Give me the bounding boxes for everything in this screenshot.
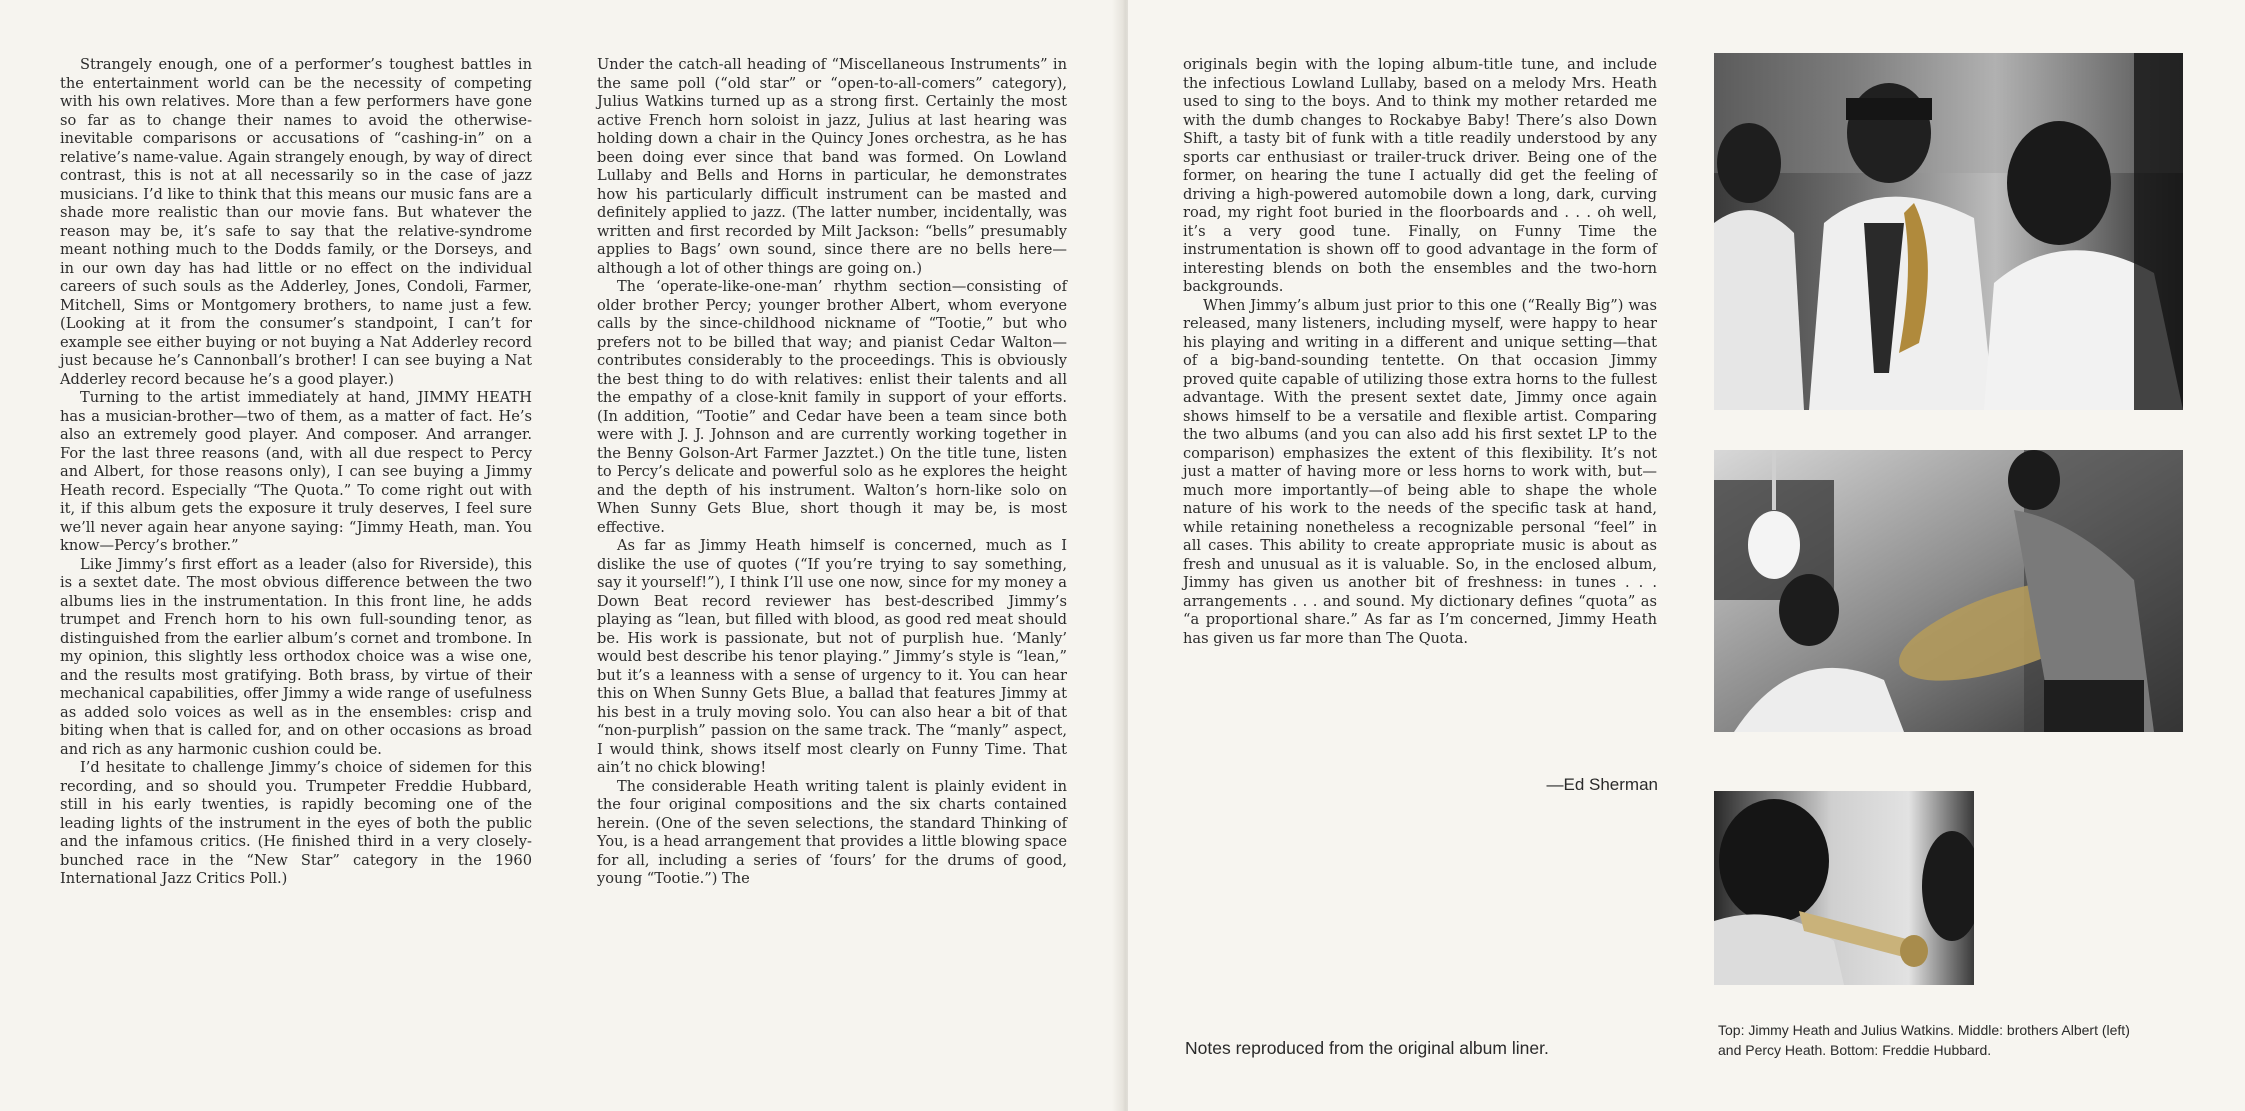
- paragraph: When Jimmy’s album just prior to this one (“Really Big”) was released, many listeners, including myself, were happy to hear his playing and writing in a different and unique setting—that of a big-band-sounding tentette. On that occasion Jimmy proved quite capable of utilizing those extra horns to the fullest advantage. With the present sextet date, Jimmy once again shows himself to be a versatile and flexible artist. Comparing the two albums (and you can also add his first sextet LP to the comparison) emphasizes the extent of this flexibility. It’s not just a matter of having more or less horns to work with, but—much more importantly—of being able to shape the whole nature of his work to the needs of the specific task at hand, while retaining nonetheless a recognizable personal “feel” in all cases. This ability to create appropriate music is about as fresh and unusual as it is valuable. So, in the enclosed album, Jimmy has given us another bit of freshness: in tunes . . . arrangements . . . and sound. My dictionary defines “quota” as “a proportional share.” As far as I’m concerned, Jimmy Heath has given us far more than The Quota.: [1183, 296, 1657, 647]
- paragraph: Turning to the artist immediately at hand, JIMMY HEATH has a musician-brother—two of them, as a matter of fact. He’s also an extremely good player. And composer. And arranger. For the last three reasons (and, with all due respect to Percy and Albert, for those reasons only), I can see buying a Jimmy Heath record. Especially “The Quota.” To come right out with it, if this album gets the exposure it truly deserves, I feel sure we’ll never again hear anyone saying: “Jimmy Heath, man. You know—Percy’s brother.”: [60, 389, 532, 554]
- paragraph: originals begin with the loping album-title tune, and include the infectious Lowland Lullaby, based on a melody Mrs. Heath used to sing to the boys. And to think my mother retarded me with the dumb changes to Rockabye Baby! There’s also Down Shift, a tasty bit of funk with a title readily understood by any sports car enthusiast or trailer-truck driver. Being one of the former, on hearing the tune I actually did get the feeling of driving a high-powered automobile down a long, dark, curving road, my right foot buried in the floorboards and . . . oh well, it’s a very good tune. Finally, on Funny Time the instrumentation is shown off to good advantage in the form of interesting blends on both the ensembles and the two-horn backgrounds.: [1183, 56, 1657, 295]
- paragraph: The ‘operate-like-one-man’ rhythm section—consisting of older brother Percy; younger brother Albert, whom everyone calls by the since-childhood nickname of “Tootie,” but who prefers not to be billed that way; and pianist Cedar Walton—contributes considerably to the proceedings. This is obviously the best thing to do with relatives: enlist their talents and all the empathy of a close-knit family in support of your efforts. (In addition, “Tootie” and Cedar have been a team since both were with J. J. Johnson and are currently working together in the Benny Golson-Art Farmer Jazztet.) On the title tune, listen to Percy’s delicate and powerful solo as he explores the height and the depth of his instrument. Walton’s horn-like solo on When Sunny Gets Blue, short though it may be, is most effective.: [597, 278, 1067, 536]
- paragraph: Like Jimmy’s first effort as a leader (also for Riverside), this is a sextet date. The most obvious difference between the two albums lies in the instrumentation. In this front line, he adds trumpet and French horn to his own full-sounding tenor, as distinguished from the earlier album’s cornet and trombone. In my opinion, this slightly less orthodox choice was a wise one, and the results most gratifying. Both brass, by virtue of their mechanical capabilities, offer Jimmy a wide range of usefulness as added solo voices as well as in the ensembles: crisp and biting when that is called for, and on other occasions as broad and rich as any harmonic cushion could be.: [60, 555, 532, 758]
- paragraph: Strangely enough, one of a performer’s toughest battles in the entertainment world can be the necessity of competing with his own relatives. More than a few performers have gone so far as to change their names to avoid the otherwise-inevitable comparisons or accusations of “cashing-in” on a relative’s name-value. Again strangely enough, by way of direct contrast, this is not at all necessarily so in the case of jazz musicians. I’d like to think that this means our music fans are a shade more realistic than our movie fans. But whatever the reason may be, it’s safe to say that the relative-syndrome meant nothing much to the Dodds family, or the Dorseys, and in our own day has had little or no effect on the individual careers of such souls as the Adderley, Jones, Condoli, Farmer, Mitchell, Sims or Montgomery brothers, to name just a few. (Looking at it from the consumer’s standpoint, I can’t for example see either buying or not buying a Nat Adderley record just because he’s Cannonball’s brother! I can see buying a Nat Adderley record because he’s a good player.): [60, 56, 532, 388]
- liner-notes-column-1: [60, 56, 532, 889]
- liner-notes-column-3: [1183, 56, 1657, 648]
- reproduction-note: Notes reproduced from the original album liner.: [1185, 1038, 1549, 1058]
- paragraph: The considerable Heath writing talent is plainly evident in the four original compositions and the six charts contained herein. (One of the seven selections, the standard Thinking of You, is a head arrangement that provides a little blowing space for all, including a series of ‘fours’ for the drums of good, young “Tootie.”) The: [597, 777, 1067, 887]
- left-page: [0, 0, 1120, 1111]
- paragraph: Under the catch-all heading of “Miscellaneous Instruments” in the same poll (“old star” or “open-to-all-comers” category), Julius Watkins turned up as a strong first. Certainly the most active French horn soloist in jazz, Julius at last hearing was holding down a chair in the Quincy Jones orchestra, as he has been doing ever since that band was formed. On Lowland Lullaby and Bells and Horns in particular, he demonstrates how his particularly difficult instrument can be masted and definitely applied to jazz. (The latter number, incidentally, was written and first recorded by Milt Jackson: “bells” presumably applies to Bags’ own sound, since there are no bells here—although a lot of other things are going on.): [597, 56, 1067, 277]
- paragraph: As far as Jimmy Heath himself is concerned, much as I dislike the use of quotes (“If you’re trying to say something, say it yourself!”), I think I’ll use one now, since for my money a Down Beat record reviewer has best-described Jimmy’s playing as “lean, but filled with blood, as good red meat should be. His work is passionate, but not of purplish hue. ‘Manly’ would best describe his tenor playing.” Jimmy’s style is “lean,” but it’s a leanness with a sense of urgency to it. You can hear this on When Sunny Gets Blue, a ballad that features Jimmy at his best in a truly moving solo. You can also hear a bit of that “non-purplish” passion on the same track. The “manly” aspect, I would think, shows itself most clearly on Funny Time. That ain’t no chick blowing!: [597, 537, 1067, 776]
- photo-jimmy-heath-julius-watkins: [1714, 53, 2183, 410]
- liner-notes-column-2: [597, 56, 1067, 889]
- photo-freddie-hubbard: [1714, 791, 1974, 985]
- photo-albert-and-percy-heath: [1714, 450, 2183, 732]
- author-signature: —Ed Sherman: [1546, 775, 1658, 794]
- photo-caption: Top: Jimmy Heath and Julius Watkins. Middle: brothers Albert (left) and Percy Heath. Bottom: Freddie Hubbard.: [1718, 1022, 2130, 1058]
- paragraph: I’d hesitate to challenge Jimmy’s choice of sidemen for this recording, and so should you. Trumpeter Freddie Hubbard, still in his early twenties, is rapidly becoming one of the leading lights of the instrument in the eyes of both the public and the infamous critics. (He finished third in a very closely-bunched race in the “New Star” category in the 1960 International Jazz Critics Poll.): [60, 759, 532, 887]
